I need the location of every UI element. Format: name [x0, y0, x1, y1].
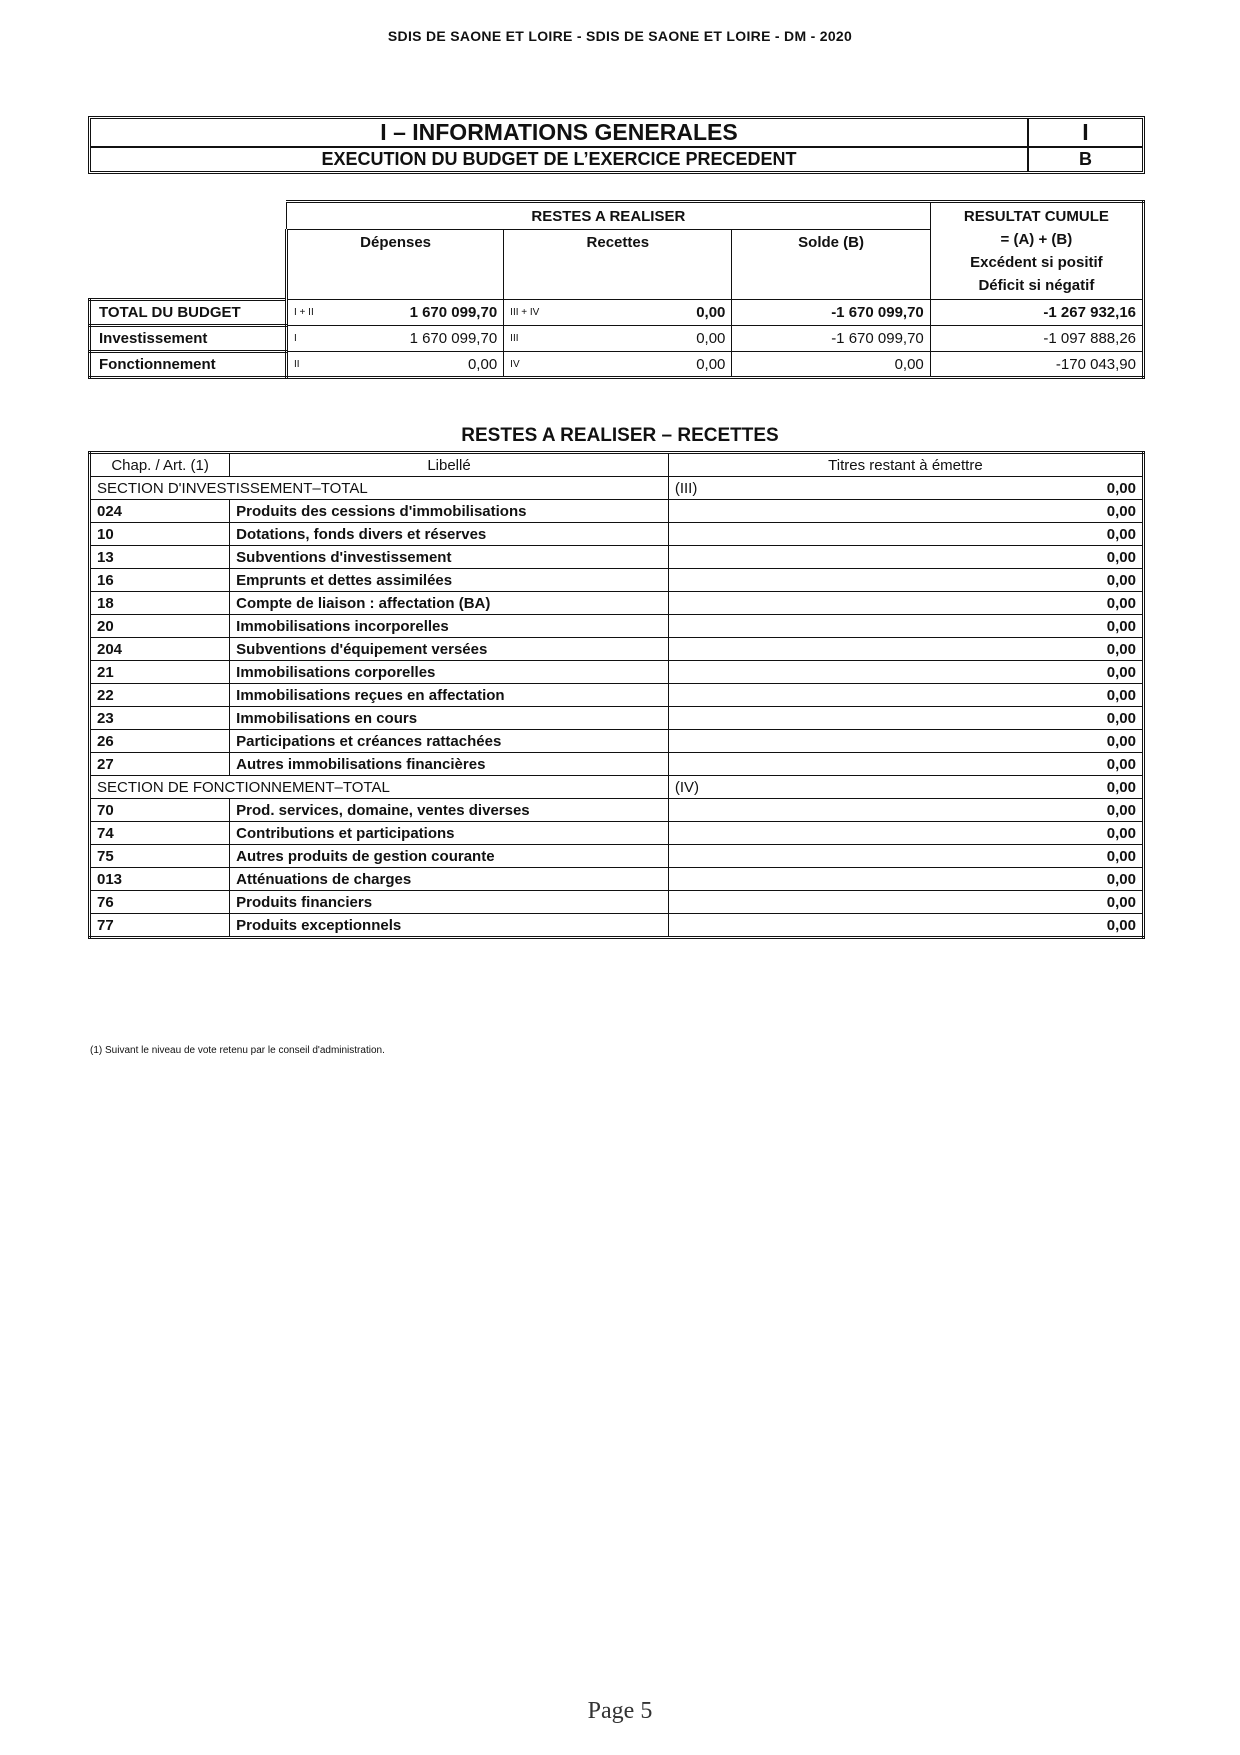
chap-code: 76	[90, 891, 230, 914]
exec-row-label: Investissement	[90, 326, 287, 352]
exec-dep-tag: II	[286, 352, 338, 378]
titres-cell	[668, 638, 933, 661]
exec-rec-value: 0,00	[555, 300, 732, 326]
amount: 0,00	[934, 523, 1144, 546]
section-tag: (III)	[668, 477, 933, 500]
libelle: Produits financiers	[230, 891, 669, 914]
section-tag: (IV)	[668, 776, 933, 799]
section-label: SECTION DE FONCTIONNEMENT–TOTAL	[90, 776, 669, 799]
amount: 0,00	[934, 684, 1144, 707]
libelle: Atténuations de charges	[230, 868, 669, 891]
title-main	[91, 119, 1029, 171]
amount: 0,00	[934, 592, 1144, 615]
chap-code: 204	[90, 638, 230, 661]
libelle: Immobilisations incorporelles	[230, 615, 669, 638]
exec-resultat-value: -1 097 888,26	[930, 326, 1143, 352]
table-row	[90, 707, 1144, 730]
col-recettes: Recettes	[504, 230, 732, 300]
amount: 0,00	[934, 914, 1144, 938]
chap-code: 26	[90, 730, 230, 753]
libelle: Compte de liaison : affectation (BA)	[230, 592, 669, 615]
chap-code: 20	[90, 615, 230, 638]
page-number: Page 5	[587, 1698, 653, 1724]
recettes-section-title: RESTES A REALISER – RECETTES	[461, 425, 779, 446]
libelle: Subventions d'équipement versées	[230, 638, 669, 661]
titres-cell	[668, 592, 933, 615]
title-sub-code: B	[1079, 149, 1092, 169]
exec-row-total	[90, 300, 1144, 326]
titres-cell	[668, 914, 933, 938]
titres-cell	[668, 891, 933, 914]
resultat-header-line-2: = (A) + (B)	[1000, 231, 1073, 248]
exec-row-fonctionnement	[90, 352, 1144, 378]
exec-row-investissement	[90, 326, 1144, 352]
budget-execution-table	[88, 200, 1145, 379]
titres-cell	[668, 799, 933, 822]
title-block	[88, 116, 1145, 174]
libelle: Produits des cessions d'immobilisations	[230, 500, 669, 523]
chap-code: 70	[90, 799, 230, 822]
exec-row-label: Fonctionnement	[90, 352, 287, 378]
chap-code: 22	[90, 684, 230, 707]
libelle: Autres immobilisations financières	[230, 753, 669, 776]
titres-cell	[668, 661, 933, 684]
exec-resultat-value: -170 043,90	[930, 352, 1143, 378]
table-row	[90, 753, 1144, 776]
titres-cell	[668, 500, 933, 523]
table-row	[90, 523, 1144, 546]
chap-code: 27	[90, 753, 230, 776]
titres-cell	[668, 753, 933, 776]
title-main-label: I – INFORMATIONS GENERALES	[91, 119, 1027, 148]
exec-dep-value: 0,00	[339, 352, 504, 378]
table-row	[90, 592, 1144, 615]
exec-rec-value: 0,00	[555, 352, 732, 378]
section-total-row	[90, 477, 1144, 500]
amount: 0,00	[934, 569, 1144, 592]
amount: 0,00	[934, 868, 1144, 891]
amount: 0,00	[934, 822, 1144, 845]
libelle: Immobilisations corporelles	[230, 661, 669, 684]
exec-solde-value: -1 670 099,70	[732, 300, 930, 326]
section-amount: 0,00	[934, 776, 1144, 799]
table-row	[90, 569, 1144, 592]
libelle: Immobilisations en cours	[230, 707, 669, 730]
col-chap: Chap. / Art. (1)	[90, 453, 230, 477]
libelle: Contributions et participations	[230, 822, 669, 845]
titres-cell	[668, 523, 933, 546]
table-row	[90, 730, 1144, 753]
table-row	[90, 868, 1144, 891]
col-solde: Solde (B)	[732, 230, 930, 300]
exec-rec-tag: III	[504, 326, 555, 352]
amount: 0,00	[934, 707, 1144, 730]
libelle: Immobilisations reçues en affectation	[230, 684, 669, 707]
chap-code: 16	[90, 569, 230, 592]
section-amount: 0,00	[934, 477, 1144, 500]
resultat-header-line-3: Excédent si positif	[970, 254, 1103, 271]
col-libelle: Libellé	[230, 453, 669, 477]
exec-rec-tag: IV	[504, 352, 555, 378]
recettes-body	[90, 477, 1144, 938]
resultat-header-line-1: RESULTAT CUMULE	[963, 208, 1109, 225]
libelle: Subventions d'investissement	[230, 546, 669, 569]
amount: 0,00	[934, 615, 1144, 638]
table-row	[90, 891, 1144, 914]
chap-code: 75	[90, 845, 230, 868]
table-row	[90, 500, 1144, 523]
col-depenses: Dépenses	[286, 230, 503, 300]
section-label: SECTION D'INVESTISSEMENT–TOTAL	[90, 477, 669, 500]
libelle: Participations et créances rattachées	[230, 730, 669, 753]
amount: 0,00	[934, 891, 1144, 914]
section-total-row	[90, 776, 1144, 799]
titres-cell	[668, 868, 933, 891]
chap-code: 23	[90, 707, 230, 730]
titres-cell	[668, 822, 933, 845]
restes-header: RESTES A REALISER	[286, 202, 930, 230]
table-row	[90, 638, 1144, 661]
libelle: Produits exceptionnels	[230, 914, 669, 938]
exec-dep-value: 1 670 099,70	[339, 326, 504, 352]
amount: 0,00	[934, 753, 1144, 776]
amount: 0,00	[934, 661, 1144, 684]
table-row	[90, 845, 1144, 868]
exec-resultat-value: -1 267 932,16	[930, 300, 1143, 326]
amount: 0,00	[934, 845, 1144, 868]
restes-recettes-table	[88, 451, 1145, 939]
titres-cell	[668, 730, 933, 753]
chap-code: 77	[90, 914, 230, 938]
resultat-header	[930, 202, 1143, 300]
amount: 0,00	[934, 500, 1144, 523]
titres-cell	[668, 569, 933, 592]
titres-cell	[668, 845, 933, 868]
chap-code: 13	[90, 546, 230, 569]
titres-cell	[668, 707, 933, 730]
footnote: (1) Suivant le niveau de vote retenu par le conseil d'administration.	[90, 1045, 385, 1056]
exec-solde-value: -1 670 099,70	[732, 326, 930, 352]
exec-dep-tag: I	[286, 326, 338, 352]
table-row	[90, 661, 1144, 684]
exec-rec-tag: III + IV	[504, 300, 555, 326]
chap-code: 74	[90, 822, 230, 845]
exec-dep-value: 1 670 099,70	[339, 300, 504, 326]
table-row	[90, 546, 1144, 569]
table-row	[90, 822, 1144, 845]
exec-rec-value: 0,00	[555, 326, 732, 352]
exec-row-label: TOTAL DU BUDGET	[90, 300, 287, 326]
amount: 0,00	[934, 730, 1144, 753]
table-row	[90, 615, 1144, 638]
amount: 0,00	[934, 638, 1144, 661]
chap-code: 21	[90, 661, 230, 684]
chap-code: 10	[90, 523, 230, 546]
libelle: Autres produits de gestion courante	[230, 845, 669, 868]
titres-cell	[668, 546, 933, 569]
libelle: Dotations, fonds divers et réserves	[230, 523, 669, 546]
table-row	[90, 914, 1144, 938]
titres-cell	[668, 684, 933, 707]
table-row	[90, 799, 1144, 822]
document-header: SDIS DE SAONE ET LOIRE - SDIS DE SAONE ET LOIRE - DM - 2020	[387, 28, 853, 44]
exec-dep-tag: I + II	[286, 300, 338, 326]
title-main-code: I	[1029, 119, 1142, 148]
table-row	[90, 684, 1144, 707]
resultat-header-line-4: Déficit si négatif	[978, 277, 1095, 294]
chap-code: 024	[90, 500, 230, 523]
col-titres: Titres restant à émettre	[668, 453, 1143, 477]
title-codes	[1029, 119, 1142, 171]
chap-code: 013	[90, 868, 230, 891]
title-sub-label: EXECUTION DU BUDGET DE L’EXERCICE PRECEDENT	[321, 149, 797, 169]
exec-solde-value: 0,00	[732, 352, 930, 378]
libelle: Prod. services, domaine, ventes diverses	[230, 799, 669, 822]
chap-code: 18	[90, 592, 230, 615]
amount: 0,00	[934, 546, 1144, 569]
titres-cell	[668, 615, 933, 638]
amount: 0,00	[934, 799, 1144, 822]
libelle: Emprunts et dettes assimilées	[230, 569, 669, 592]
